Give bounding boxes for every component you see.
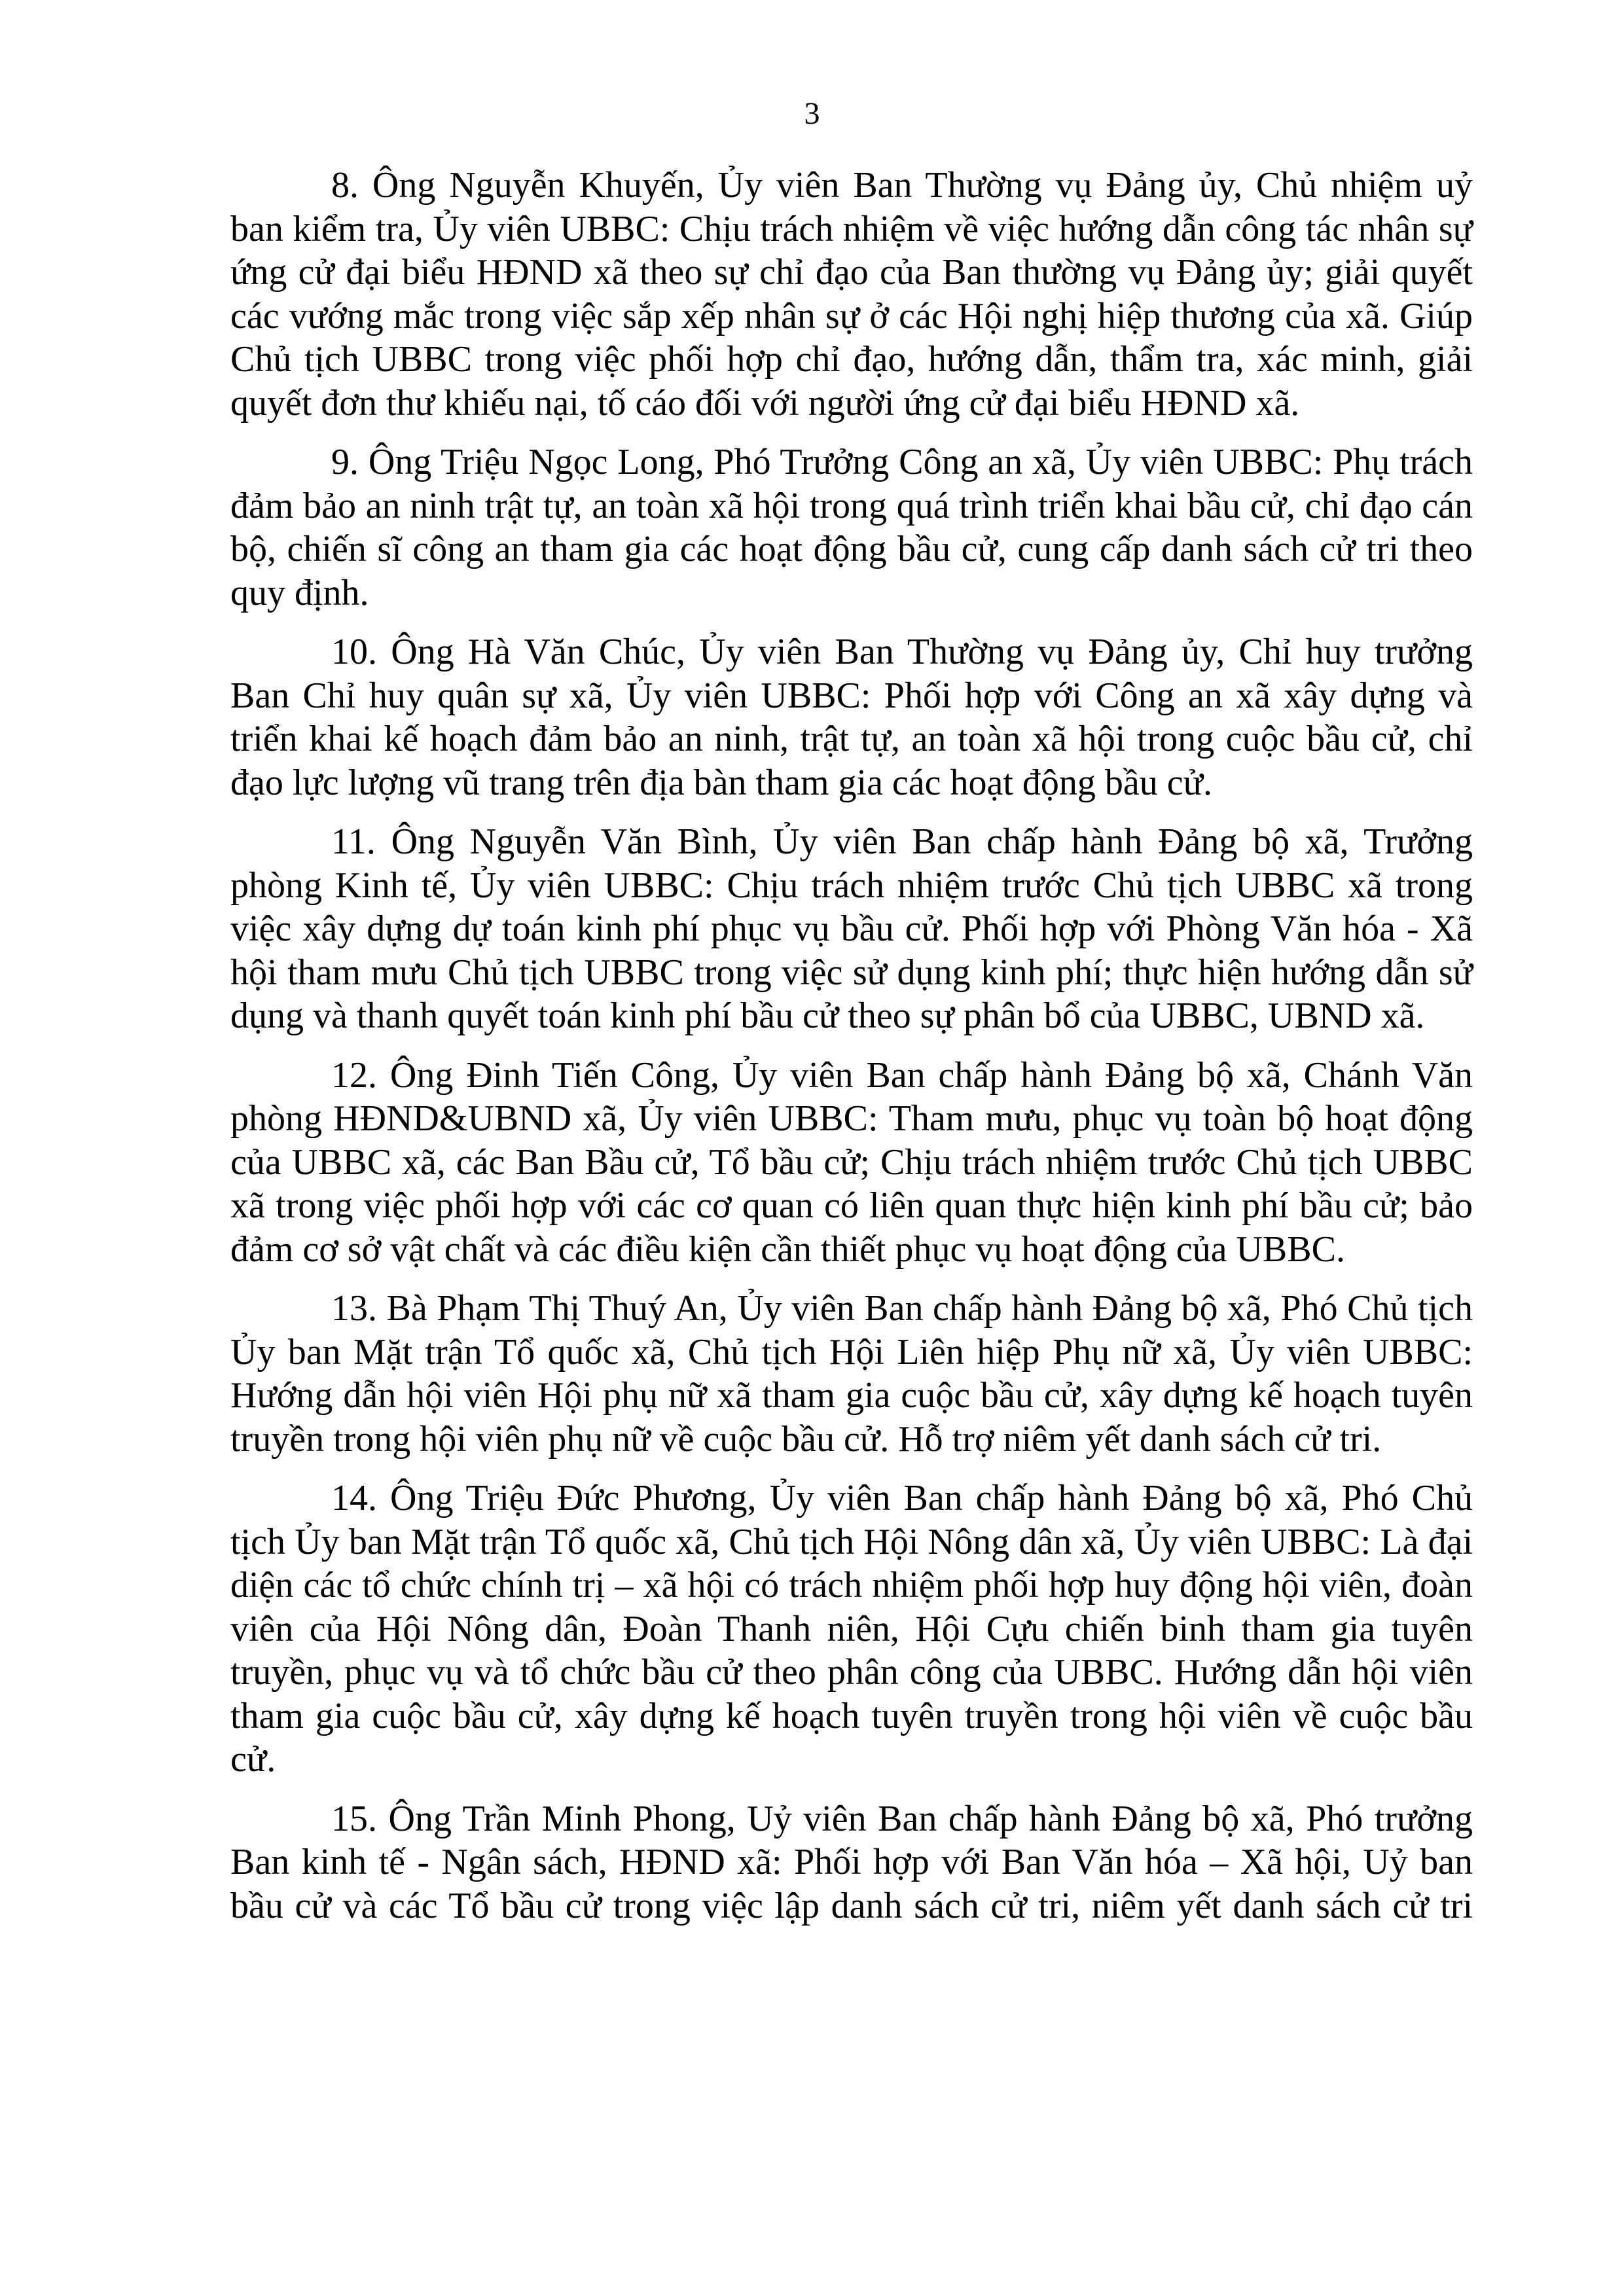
document-body — [230, 164, 1473, 1943]
paragraph-10: 10. Ông Hà Văn Chúc, Ủy viên Ban Thường vụ Đảng ủy, Chỉ huy trưởng Ban Chỉ huy quân sự xã, Ủy viên UBBC: Phối hợp với Công an xã xây dựng và triển khai kế hoạch đảm bảo an ninh, trật tự, an toàn xã hội trong cuộc bầu cử, chỉ đạo lực lượng vũ trang trên địa bàn tham gia các hoạt động bầu cử. — [230, 632, 1473, 803]
paragraph-11: 11. Ông Nguyễn Văn Bình, Ủy viên Ban chấp hành Đảng bộ xã, Trưởng phòng Kinh tế, Ủy viên UBBC: Chịu trách nhiệm trước Chủ tịch UBBC xã trong việc xây dựng dự toán kinh phí phục vụ bầu cử. Phối hợp với Phòng Văn hóa - Xã hội tham mưu Chủ tịch UBBC trong việc sử dụng kinh phí; thực hiện hướng dẫn sử dụng và thanh quyết toán kinh phí bầu cử theo sự phân bổ của UBBC, UBND xã. — [230, 821, 1473, 1036]
paragraph-12: 12. Ông Đinh Tiến Công, Ủy viên Ban chấp hành Đảng bộ xã, Chánh Văn phòng HĐND&UBND xã, Ủy viên UBBC: Tham mưu, phục vụ toàn bộ hoạt động của UBBC xã, các Ban Bầu cử, Tổ bầu cử; Chịu trách nhiệm trước Chủ tịch UBBC xã trong việc phối hợp với các cơ quan có liên quan thực hiện kinh phí bầu cử; bảo đảm cơ sở vật chất và các điều kiện cần thiết phục vụ hoạt động của UBBC. — [230, 1054, 1473, 1270]
paragraph-13: 13. Bà Phạm Thị Thuý An, Ủy viên Ban chấp hành Đảng bộ xã, Phó Chủ tịch Ủy ban Mặt trận Tổ quốc xã, Chủ tịch Hội Liên hiệp Phụ nữ xã, Ủy viên UBBC: Hướng dẫn hội viên Hội phụ nữ xã tham gia cuộc bầu cử, xây dựng kế hoạch tuyên truyền trong hội viên phụ nữ về cuộc bầu cử. Hỗ trợ niêm yết danh sách cử tri. — [230, 1288, 1473, 1460]
paragraph-15: 15. Ông Trần Minh Phong, Uỷ viên Ban chấp hành Đảng bộ xã, Phó trưởng Ban kinh tế - Ngân sách, HĐND xã: Phối hợp với Ban Văn hóa – Xã hội, Uỷ ban bầu cử và các Tổ bầu cử trong việc lập danh sách cử tri, niêm yết danh sách cử tri — [230, 1798, 1473, 1926]
paragraph-8: 8. Ông Nguyễn Khuyến, Ủy viên Ban Thường vụ Đảng ủy, Chủ nhiệm uỷ ban kiểm tra, Ủy viên UBBC: Chịu trách nhiệm về việc hướng dẫn công tác nhân sự ứng cử đại biểu HĐND xã theo sự chỉ đạo của Ban thường vụ Đảng ủy; giải quyết các vướng mắc trong việc sắp xếp nhân sự ở các Hội nghị hiệp thương của xã. Giúp Chủ tịch UBBC trong việc phối hợp chỉ đạo, hướng dẫn, thẩm tra, xác minh, giải quyết đơn thư khiếu nại, tố cáo đối với người ứng cử đại biểu HĐND xã. — [230, 165, 1473, 423]
paragraph-9: 9. Ông Triệu Ngọc Long, Phó Trưởng Công an xã, Ủy viên UBBC: Phụ trách đảm bảo an ninh trật tự, an toàn xã hội trong quá trình triển khai bầu cử, chỉ đạo cán bộ, chiến sĩ công an tham gia các hoạt động bầu cử, cung cấp danh sách cử tri theo quy định. — [230, 442, 1473, 613]
page-number: 3 — [804, 96, 820, 131]
paragraph-14: 14. Ông Triệu Đức Phương, Ủy viên Ban chấp hành Đảng bộ xã, Phó Chủ tịch Ủy ban Mặt trận Tổ quốc xã, Chủ tịch Hội Nông dân xã, Ủy viên UBBC: Là đại diện các tổ chức chính trị – xã hội có trách nhiệm phối hợp huy động hội viên, đoàn viên của Hội Nông dân, Đoàn Thanh niên, Hội Cựu chiến binh tham gia tuyên truyền, phục vụ và tổ chức bầu cử theo phân công của UBBC. Hướng dẫn hội viên tham gia cuộc bầu cử, xây dựng kế hoạch tuyên truyền trong hội viên về cuộc bầu cử. — [230, 1478, 1473, 1780]
